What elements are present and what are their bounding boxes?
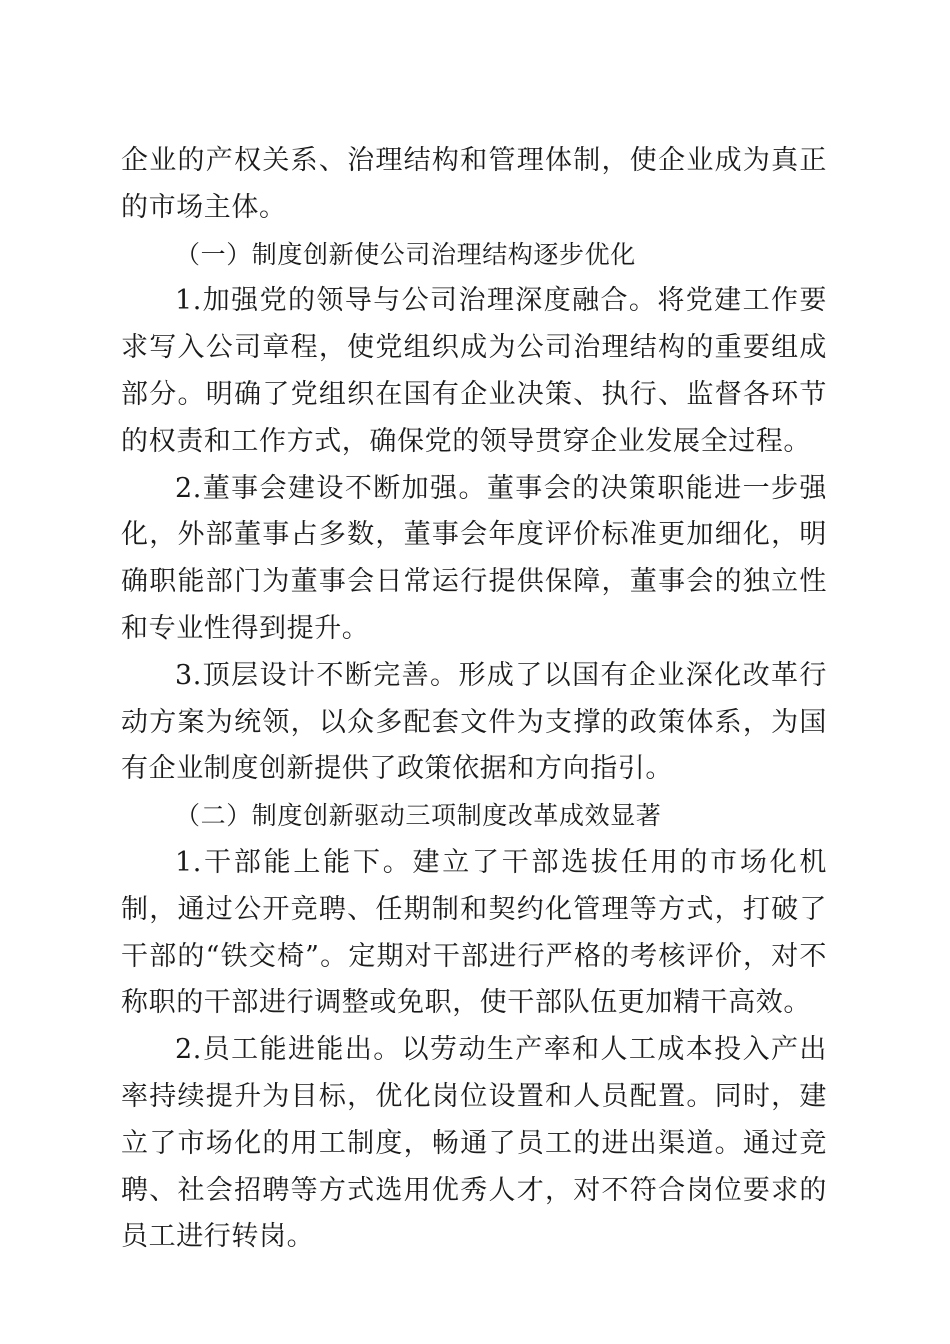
paragraph-employee-mobility: 2.员工能进能出。以劳动生产率和人工成本投入产出率持续提升为目标，优化岗位设置和人员配置。同时，建立了市场化的用工制度，畅通了员工的进出渠道。通过竞聘、社会招聘等方式选用优秀人才，对不符合岗位要求的员工进行转岗。 [121,1034,827,1253]
paragraph-top-level-design: 3.顶层设计不断完善。形成了以国有企业深化改革行动方案为统领，以众多配套文件为支撑的政策体系，为国有企业制度创新提供了政策依据和方向指引。 [121,659,827,785]
document-body [121,138,827,1261]
section-heading-1: （一）制度创新使公司治理结构逐步优化 [175,239,636,269]
paragraph-cadre-mobility: 1.干部能上能下。建立了干部选拔任用的市场化机制，通过公开竞聘、任期制和契约化管理等方式，打破了干部的“铁交椅”。定期对干部进行严格的考核评价，对不称职的干部进行调整或免职，使干部队伍更加精干高效。 [121,846,827,1019]
paragraph-continuation: 企业的产权关系、治理结构和管理体制，使企业成为真正的市场主体。 [121,145,827,223]
section-heading-2: （二）制度创新驱动三项制度改革成效显著 [175,801,662,831]
paragraph-party-leadership: 1.加强党的领导与公司治理深度融合。将党建工作要求写入公司章程，使党组织成为公司治理结构的重要组成部分。明确了党组织在国有企业决策、执行、监督各环节的权责和工作方式，确保党的领导贯穿企业发展全过程。 [121,285,827,457]
paragraph-board-construction: 2.董事会建设不断加强。董事会的决策职能进一步强化，外部董事占多数，董事会年度评价标准更加细化，明确职能部门为董事会日常运行提供保障，董事会的独立性和专业性得到提升。 [121,472,827,644]
